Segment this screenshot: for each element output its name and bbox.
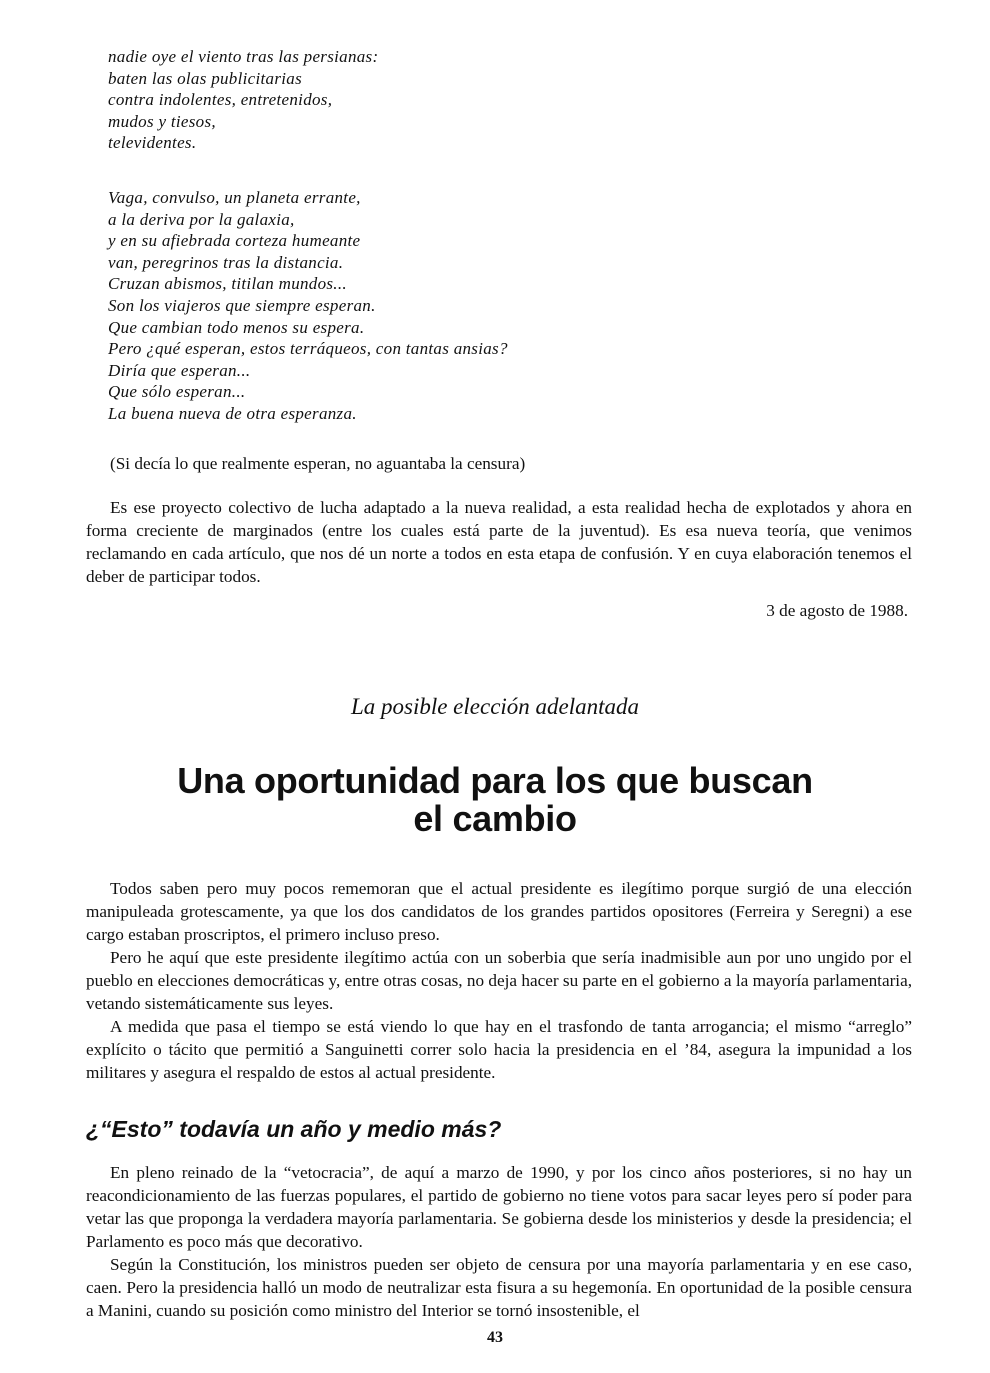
body-paragraph: Según la Constitución, los ministros pueden ser objeto de censura por una mayoría parlamentaria y en ese caso, caen. Pero la presidencia halló un modo de neutralizar esta fisura a su hegemonía. En oportunidad de la posible censura a Manini, cuando su posición como ministro del Interior se tornó insostenible, el	[86, 1255, 912, 1320]
poem-line: contra indolentes, entretenidos,	[108, 90, 333, 110]
poem-line: y en su afiebrada corteza humeante	[108, 231, 361, 251]
article-kicker: La posible elección adelantada	[350, 694, 640, 719]
poem-stanza-1	[108, 46, 378, 154]
poem-line: nadie oye el viento tras las persianas:	[108, 47, 379, 66]
poem-line: Vaga, convulso, un planeta errante,	[108, 188, 361, 207]
poem-line: Cruzan abismos, titilan mundos...	[108, 274, 347, 294]
article-intro	[86, 877, 912, 1084]
body-paragraph: Pero he aquí que este presidente ilegítimo actúa con un soberbia que sería inadmisible aun por uno ungido por el pueblo en elecciones democráticas y, entre otras cosas, no deja hacer su parte en el gobierno a la mayoría parlamentaria, vetando sistemáticamente sus leyes.	[86, 948, 912, 1013]
poem-line: baten las olas publicitarias	[108, 68, 302, 88]
article-date: 3 de agosto de 1988.	[766, 601, 908, 620]
page-number: 43	[487, 1329, 503, 1346]
proyecto-paragraph: Es ese proyecto colectivo de lucha adaptado a la nueva realidad, a esta realidad hecha de explotados y ahora en forma creciente de marginados (entre los cuales está parte de la juventud). Es esa nueva teoría, que venimos reclamando en cada artículo, que nos dé un norte a todos en esta etapa de confusión. Y en cuya elaboración tenemos el deber de participar todos.	[86, 498, 912, 586]
body-paragraph: En pleno reinado de la “vetocracia”, de aquí a marzo de 1990, y por los cinco años posteriores, si no hay un reacondicionamiento de las fuerzas populares, el partido de gobierno no tiene votos para sacar leyes pero sí poder para vetar las que proponga la verdadera mayoría parlamentaria. Se gobierna desde los ministerios y desde la presidencia; el Parlamento es poco más que decorativo.	[86, 1163, 912, 1251]
poem-stanza-2	[108, 187, 508, 425]
poem-line: La buena nueva de otra esperanza.	[108, 403, 357, 423]
poem-line: Que cambian todo menos su espera.	[108, 317, 365, 337]
headline-line: Una oportunidad para los que buscan	[177, 760, 813, 801]
article-headline	[0, 762, 990, 838]
censura-note: (Si decía lo que realmente esperan, no aguantaba la censura)	[110, 454, 526, 473]
poem-line: Diría que esperan...	[108, 360, 251, 380]
poem-line: van, peregrinos tras la distancia.	[108, 252, 344, 272]
headline-line: el cambio	[413, 798, 577, 839]
poem-line: mudos y tiesos,	[108, 111, 216, 131]
poem-line: Pero ¿qué esperan, estos terráqueos, con tantas ansias?	[108, 339, 508, 359]
poem-line: Son los viajeros que siempre esperan.	[108, 295, 376, 315]
poem-line: televidentes.	[108, 133, 197, 153]
section-subhead: ¿“Esto” todavía un año y medio más?	[86, 1116, 502, 1142]
article-veto-section	[86, 1161, 912, 1322]
poem-line: a la deriva por la galaxia,	[108, 209, 295, 229]
poem-line: Que sólo esperan...	[108, 382, 246, 402]
body-paragraph: Todos saben pero muy pocos rememoran que el actual presidente es ilegítimo porque surgió de una elección manipuleada grotescamente, ya que los dos candidatos de los grandes partidos opositores (Ferreira y Seregni) a ese cargo estaban proscriptos, el primero incluso preso.	[86, 879, 912, 944]
body-paragraph: A medida que pasa el tiempo se está viendo lo que hay en el trasfondo de tanta arrogancia; el mismo “arreglo” explícito o tácito que permitió a Sanguinetti correr solo hacia la presidencia en el ’84, asegura la impunidad a los militares y asegura el respaldo de estos al actual presidente.	[86, 1017, 912, 1082]
